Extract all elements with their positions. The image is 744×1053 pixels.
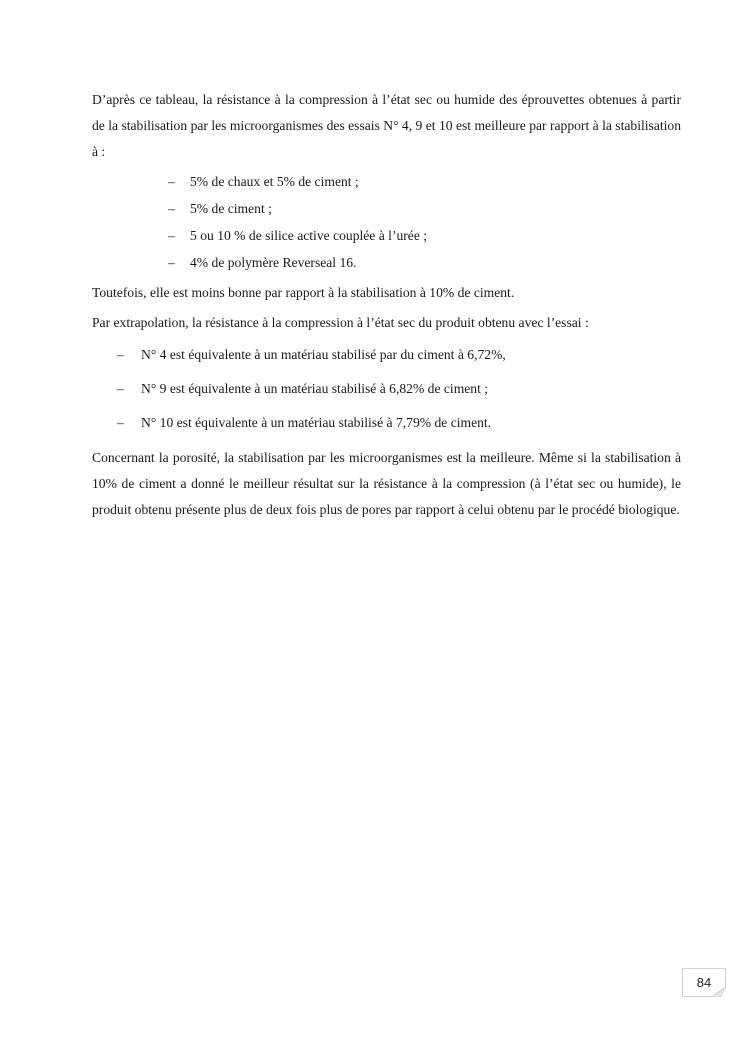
dash-marker: – — [168, 255, 175, 270]
list-item-text: 5% de ciment ; — [190, 201, 272, 216]
dash-marker: – — [117, 347, 124, 362]
list-item — [117, 338, 681, 372]
dash-marker: – — [168, 201, 175, 216]
list-item — [117, 406, 681, 440]
comparison-list — [92, 168, 681, 276]
page-number-box — [682, 968, 726, 997]
list-item-text: 5 ou 10 % de silice active couplée à l’urée ; — [190, 228, 428, 243]
extrapolation-intro-paragraph: Par extrapolation, la résistance à la compression à l’état sec du produit obtenu avec l’essai : — [92, 315, 589, 330]
dash-marker: – — [168, 174, 175, 189]
page-curl-icon — [712, 987, 726, 997]
page-number: 84 — [696, 975, 712, 990]
list-item-text: N° 9 est équivalente à un matériau stabilisé à 6,82% de ciment ; — [141, 381, 489, 396]
list-item — [168, 195, 681, 222]
porosity-paragraph: Concernant la porosité, la stabilisation par les microorganismes est la meilleure. Même si la stabilisation à 10% de ciment a donné le meilleur résultat sur la résistance à la compression (à l’état sec ou humide), le produit obtenu présente plus de deux fois plus de pores par rapport à celui obtenu par le procédé biologique. — [92, 450, 681, 517]
intro-paragraph: D’après ce tableau, la résistance à la compression à l’état sec ou humide des éprouvettes obtenues à partir de la stabilisation par les microorganismes des essais N° 4, 9 et 10 est meilleure par rapport à la stabilisation à : — [92, 92, 681, 159]
dash-marker: – — [168, 228, 175, 243]
however-paragraph: Toutefois, elle est moins bonne par rapport à la stabilisation à 10% de ciment. — [92, 285, 515, 300]
dash-marker: – — [117, 415, 124, 430]
list-item — [117, 372, 681, 406]
list-item — [168, 222, 681, 249]
list-item-text: N° 10 est équivalente à un matériau stabilisé à 7,79% de ciment. — [141, 415, 492, 430]
dash-marker: – — [117, 381, 124, 396]
list-item — [168, 168, 681, 195]
document-body — [92, 87, 681, 523]
list-item-text: 4% de polymère Reverseal 16. — [190, 255, 357, 270]
extrapolation-list — [92, 338, 681, 440]
list-item — [168, 249, 681, 276]
list-item-text: N° 4 est équivalente à un matériau stabilisé par du ciment à 6,72%, — [141, 347, 506, 362]
list-item-text: 5% de chaux et 5% de ciment ; — [190, 174, 359, 189]
